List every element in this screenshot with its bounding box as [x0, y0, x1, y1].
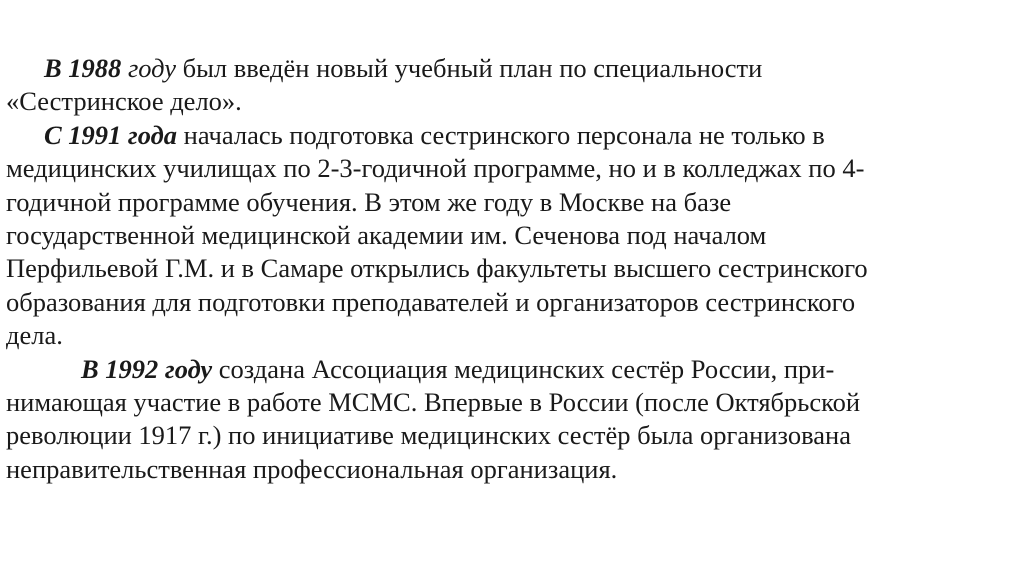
paragraph-1988-line-1	[6, 52, 1006, 85]
paragraph-1988-text: был введён новый учебный план по специальности	[176, 53, 763, 83]
paragraph-1991-text: началась подготовка сестринского персонала не только в	[177, 119, 825, 150]
paragraph-1991-line-3: годичной программе обучения. В этом же году в Москве на базе	[6, 186, 732, 217]
year-1991-lead: С 1991 года	[44, 119, 178, 150]
paragraph-1992-line-1	[6, 353, 1006, 386]
paragraph-1991-line-2: медицинских училищах по 2-3-годичной программе, но и в колледжах по 4-	[6, 153, 865, 184]
paragraph-1988-line-2: «Сестринское дело».	[6, 86, 242, 117]
body-text	[6, 52, 1006, 486]
year-1988-lead: В 1988	[44, 53, 122, 83]
year-1992-lead: В 1992 году	[81, 353, 213, 384]
year-1988-lead-word: году	[121, 53, 176, 83]
paragraph-1991-line-5: Перфильевой Г.М. и в Самаре открылись факультеты высшего сестринского	[6, 253, 868, 284]
paragraph-1992-line-2: нимающая участие в работе МСМС. Впервые в России (после Октябрьской	[6, 386, 861, 417]
paragraph-1991-line-1	[6, 119, 1006, 152]
paragraph-1991-line-6: образования для подготовки преподавателей и организаторов сестринского	[6, 286, 856, 317]
paragraph-1992-text: создана Ассоциация медицинских сестёр России, при-	[212, 353, 835, 384]
paragraph-1991-line-4: государственной медицинской академии им. Сеченова под началом	[6, 219, 767, 250]
paragraph-1991-line-7: дела.	[6, 320, 63, 351]
paragraph-1992-line-3: революции 1917 г.) по инициативе медицинских сестёр была организована	[6, 420, 851, 451]
paragraph-1992-line-4: неправительственная профессиональная организация.	[6, 453, 618, 484]
